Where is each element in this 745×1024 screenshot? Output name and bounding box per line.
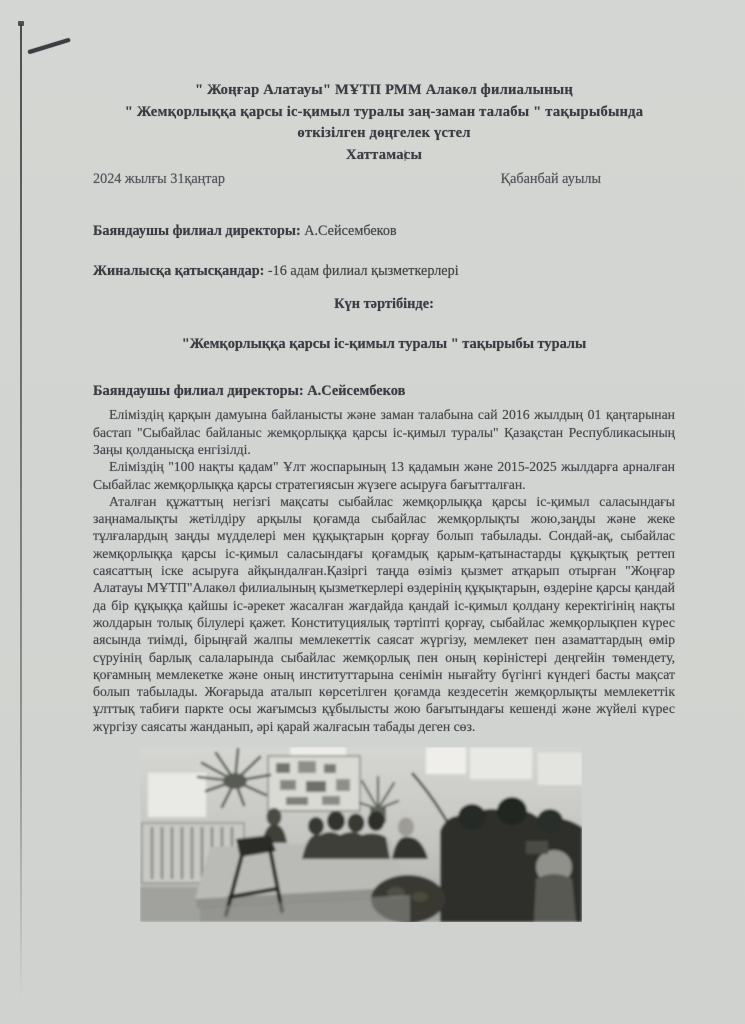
participants-value: -16 адам филиал қызметкерлері (267, 263, 459, 280)
document-title (93, 80, 675, 166)
speaker-line (93, 222, 675, 240)
scan-edge-line (20, 24, 22, 1002)
meeting-photo-art (140, 747, 582, 922)
paragraph: Еліміздің қарқын дамуына байланысты және заман талабына сай 2016 жылдың 01 қаңтарынан бастап "Сыбайлас байланыс жемқорлыққа қарсы іс-қимыл туралы" Қазақстан Республикасының Заңы қолданысқа енгізілді. (93, 407, 675, 457)
title-line-2: " Жемқорлыққа қарсы іс-қимыл туралы заң-заман талабы " тақырыбында (124, 103, 644, 120)
document-content (93, 0, 675, 922)
document-place: Қабанбай ауылы (500, 171, 601, 188)
document-date: 2024 жылғы 31қаңтар (93, 171, 225, 188)
meeting-room-photo (140, 747, 582, 922)
title-line-1: " Жоңғар Алатауы" МҰТП РММ Алакөл филиалының (194, 82, 574, 98)
participants-line (93, 262, 675, 280)
paragraph: Аталған құжаттың негізгі мақсаты сыбайлас жемқорлыққа қарсы іс-қимыл саласындағы заңнамалықты жетілдіру арқылы қоғамда сыбайлас жемқорлықты жою,заңды және жеке тұлғалардың заңды мүдделері мен құқықтарын қорғау болып табылады. Сондай-ақ, сыбайлас жемқорлыққа қарсы іс-қимыл саласындағы қоғамдық қарым-қатынастарды құқықтық реттеп саясаттың іске асыруға айқындалған.Қазіргі таңда өзіміз қызмет атқарып отырған "Жоңғар Алатауы МҰТП"Алакөл филиалының қызметкерлері өздерінің құқықтарын, өздеріне қарсы қандай да бір құқыққа қайшы іс-әрекет жасалған жағдайда қандай іс-қимыл қолдану керектігінің нақты жолдарын толық білулері қажет. Конституциялық тәртіпті қорғау, сыбайлас жемқорлықпен күрес аясында тиімді, бірыңғай жалпы мемлекеттік саясат жүргізу, мемлекет пен азаматтардың өмір сүруінің барлық салаларында сыбайлас жемқорлық пен оның көріністері деңгейін төмендету, қоғамның мемлекетке және оның институттарына сенімін нығайту бүгінгі күндегі басты мақсат болып табылады. Жоғарыда аталып көрсетілген қоғамда кездесетін жемқорлықты мемлекеттік ұлттық табиғи паркте осы жағымсыз құбылысты жою бағытындағы кешенді және жүйелі күрес жүргізу саясаты жанданып, әрі қарай жалғасын табады деген сөз. (93, 493, 675, 734)
document-body (93, 406, 675, 735)
speaker-line-2: Баяндаушы филиал директоры: А.Сейсембеков (93, 383, 406, 400)
title-line-3: өткізілген дөңгелек үстел (297, 125, 471, 142)
paragraph: Еліміздің "100 нақты қадам" Ұлт жоспарының 13 қадамын және 2015-2025 жылдарға арналған Сыбайлас жемқорлыққа қарсы стратегиясын жүзеге асыруға бағытталған. (93, 459, 675, 492)
agenda-heading: Күн тәртібінде: (334, 296, 434, 313)
pen-stroke-mark (27, 38, 70, 54)
title-line-4: Хаттамасы (345, 146, 423, 163)
participants-label: Жиналысқа қатысқандар: (93, 263, 265, 280)
topic-line: "Жемқорлыққа қарсы іс-қимыл туралы " тақырыбы туралы (181, 336, 587, 353)
date-place-row (93, 170, 675, 188)
speaker-name: А.Сейсембеков (304, 223, 397, 240)
speaker-label: Баяндаушы филиал директоры: (93, 223, 301, 240)
